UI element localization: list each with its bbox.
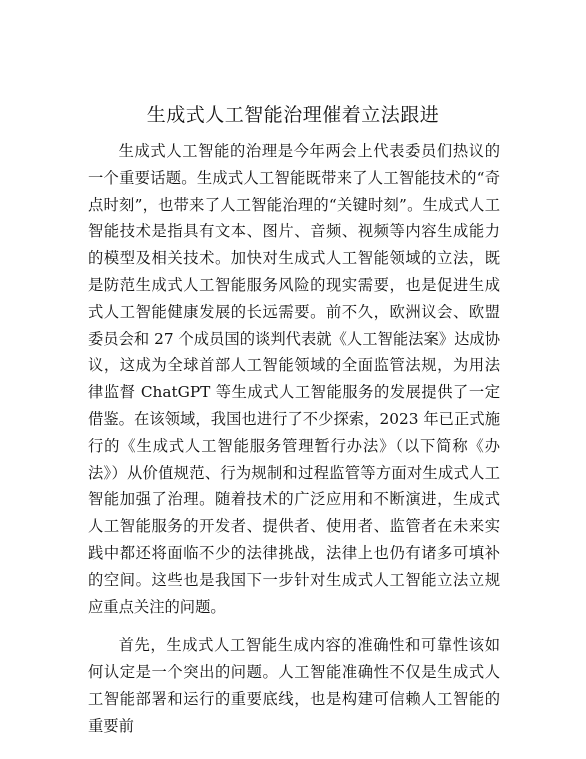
paragraph-2: 首先，生成式人工智能生成内容的准确性和可靠性该如何认定是一个突出的问题。人工智能准确性不仅是生成式人工智能部署和运行的重要底线，也是构建可信赖人工智能的重要前 (88, 636, 500, 735)
paragraph-1: 生成式人工智能的治理是今年两会上代表委员们热议的一个重要话题。生成式人工智能既带来了人工智能技术的“奇点时刻”，也带来了人工智能治理的“关键时刻”。生成式人工智能技术是指具有文本、图片、音频、视频等内容生成能力的模型及相关技术。加快对生成式人工智能领域的立法，既是防范生成式人工智能服务风险的现实需要，也是促进生成式人工智能健康发展的长远需要。前不久，欧洲议会、欧盟委员会和 27 个成员国的谈判代表就《人工智能法案》达成协议，这成为全球首部人工智能领域的全面监管法规，为用法律监督 ChatGPT 等生成式人工智能服务的发展提供了一定借鉴。在该领域，我国也进行了不少探索，2023 年已正式施行的《生成式人工智能服务管理暂行办法》（以下简称《办法》）从价值规范、行为规制和过程监管等方面对生成式人工智能加强了治理。随着技术的广泛应用和不断演进，生成式人工智能服务的开发者、提供者、使用者、监管者在未来实践中都还将面临不少的法律挑战，法律上也仍有诸多可填补的空间。这些也是我国下一步针对生成式人工智能立法立规应重点关注的问题。 (88, 142, 500, 616)
document-title: 生成式人工智能治理催着立法跟进 (146, 104, 440, 126)
document-body (88, 138, 500, 752)
